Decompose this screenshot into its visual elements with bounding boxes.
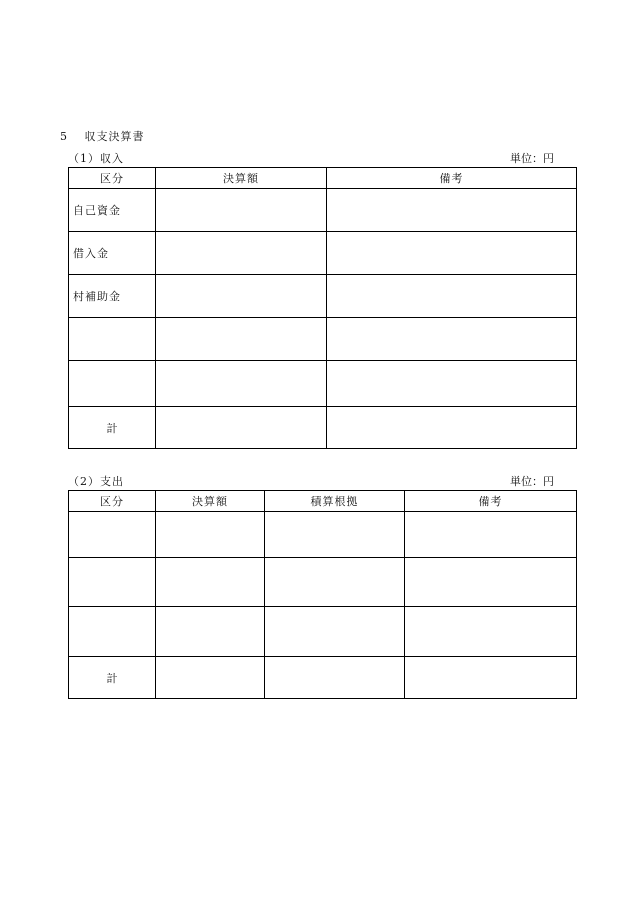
income-note-cell[interactable] xyxy=(327,232,577,275)
income-category-cell[interactable] xyxy=(69,318,156,361)
expense-total-label: 計 xyxy=(69,657,156,699)
income-total-label: 計 xyxy=(69,407,156,449)
expense-basis-cell[interactable] xyxy=(265,512,405,558)
income-category-cell[interactable] xyxy=(69,361,156,407)
section-number: 5 xyxy=(60,130,68,143)
table-row xyxy=(69,512,577,558)
expense-category-cell[interactable] xyxy=(69,558,156,607)
expense-amount-cell[interactable] xyxy=(156,607,265,657)
expense-header-category: 区分 xyxy=(69,491,156,512)
table-row xyxy=(69,558,577,607)
income-category-cell: 借入金 xyxy=(69,232,156,275)
expense-category-cell[interactable] xyxy=(69,512,156,558)
income-header-note: 備考 xyxy=(327,168,577,189)
income-category-cell: 村補助金 xyxy=(69,275,156,318)
income-header-amount: 決算額 xyxy=(156,168,327,189)
expense-header-note: 備考 xyxy=(405,491,577,512)
income-unit: 単位：円 xyxy=(510,152,554,165)
expense-table xyxy=(68,490,577,699)
income-total-row xyxy=(69,407,577,449)
table-row xyxy=(69,607,577,657)
table-row xyxy=(69,275,577,318)
income-note-cell[interactable] xyxy=(327,275,577,318)
expense-amount-cell[interactable] xyxy=(156,512,265,558)
income-header-category: 区分 xyxy=(69,168,156,189)
expense-note-cell[interactable] xyxy=(405,558,577,607)
expense-total-amount-cell[interactable] xyxy=(156,657,265,699)
income-note-cell[interactable] xyxy=(327,189,577,232)
table-row xyxy=(69,318,577,361)
income-amount-cell[interactable] xyxy=(156,275,327,318)
expense-header-amount: 決算額 xyxy=(156,491,265,512)
income-total-note-cell[interactable] xyxy=(327,407,577,449)
section-title: 収支決算書 xyxy=(84,130,145,143)
section-heading xyxy=(60,128,145,144)
expense-title: （2）支出 xyxy=(68,475,124,488)
expense-note-cell[interactable] xyxy=(405,607,577,657)
expense-total-row xyxy=(69,657,577,699)
income-table xyxy=(68,167,577,449)
expense-basis-cell[interactable] xyxy=(265,607,405,657)
expense-note-cell[interactable] xyxy=(405,512,577,558)
expense-basis-cell[interactable] xyxy=(265,558,405,607)
expense-total-basis-cell[interactable] xyxy=(265,657,405,699)
table-row xyxy=(69,232,577,275)
income-header-row xyxy=(69,168,577,189)
income-title: （1）収入 xyxy=(68,152,124,165)
expense-total-note-cell[interactable] xyxy=(405,657,577,699)
income-amount-cell[interactable] xyxy=(156,318,327,361)
expense-amount-cell[interactable] xyxy=(156,558,265,607)
income-category-cell: 自己資金 xyxy=(69,189,156,232)
income-note-cell[interactable] xyxy=(327,361,577,407)
income-amount-cell[interactable] xyxy=(156,361,327,407)
income-total-amount-cell[interactable] xyxy=(156,407,327,449)
income-amount-cell[interactable] xyxy=(156,189,327,232)
expense-header-row xyxy=(69,491,577,512)
income-amount-cell[interactable] xyxy=(156,232,327,275)
expense-unit: 単位：円 xyxy=(510,475,554,488)
expense-header-basis: 積算根拠 xyxy=(265,491,405,512)
expense-category-cell[interactable] xyxy=(69,607,156,657)
income-note-cell[interactable] xyxy=(327,318,577,361)
table-row xyxy=(69,361,577,407)
table-row xyxy=(69,189,577,232)
